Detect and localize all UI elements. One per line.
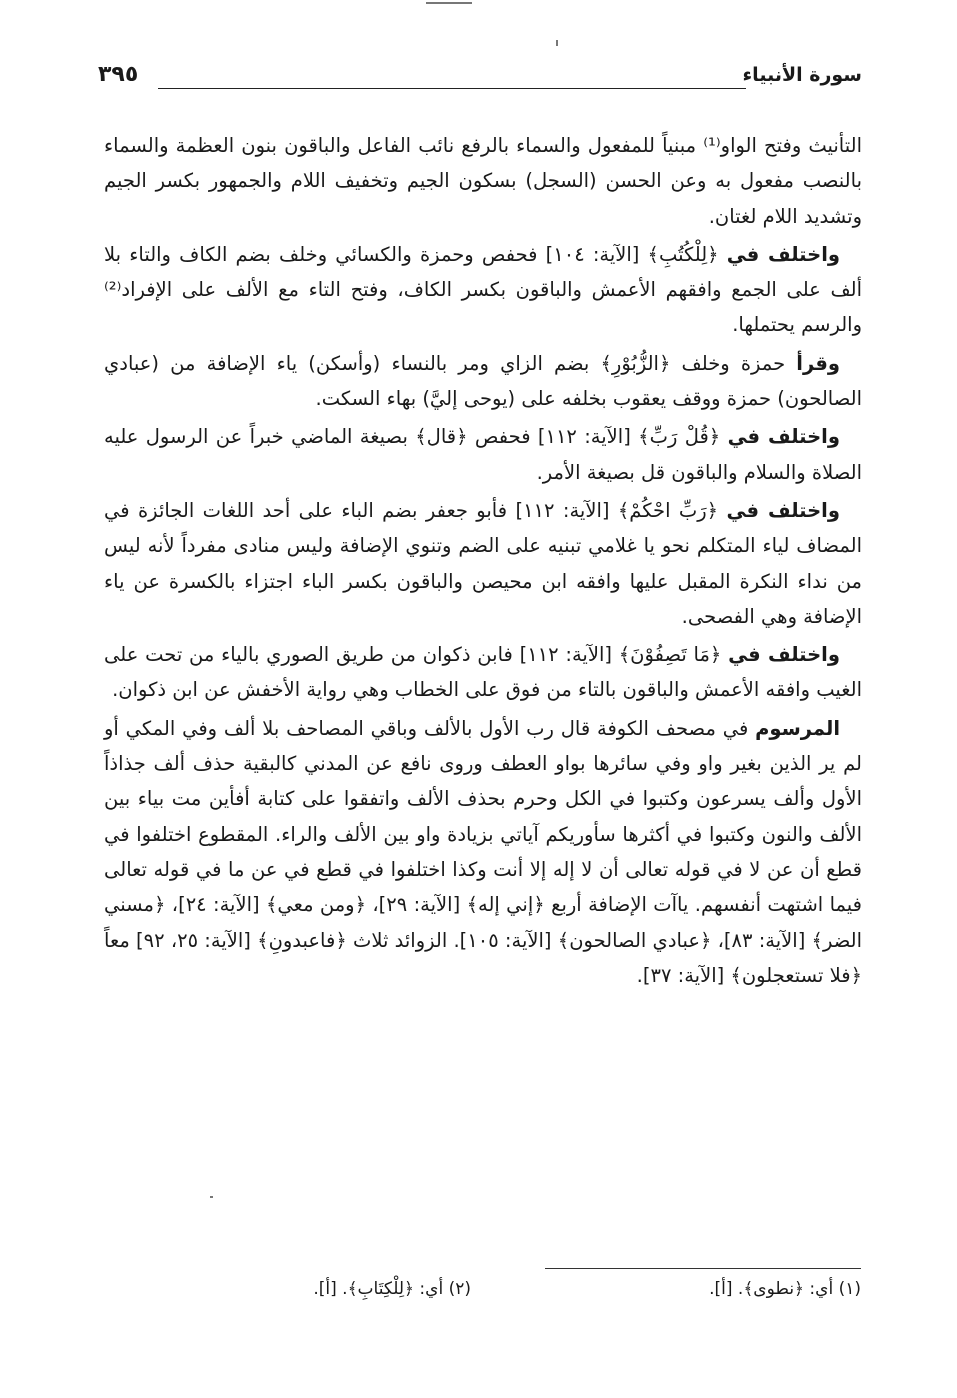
paragraph-lead: واختلف في (727, 425, 840, 449)
scan-mark (426, 2, 472, 4)
paragraph (104, 128, 862, 234)
header-rule (158, 88, 746, 89)
paragraph-text: ﴿رَبِّ احْكُمْ﴾ [الآية: ١١٢] فأبو جعفر بضم الباء على أحد اللغات الجائزة في المضاف لياء المتكلم نحو يا غلامي تبنيه على الضم وتنوي الإضافة وليس منادى مفرداً لأنه ليس من نداء النكرة المقبل عليها وافقه ابن محيصن والباقون بكسر الباء اجتزاء بالكسرة عن ياء الإضافة وهي الفصحى. (104, 498, 862, 628)
paragraph-text: ﴿لِلْكُتُبِ﴾ [الآية: ١٠٤] فحفص وحمزة والكسائي وخلف بضم الكاف والتاء بلا ألف على الجمع وافقهم الأعمش والباقون بكسر الكاف، وفتح التاء مع الألف على الإفراد⁽²⁾ والرسم يحتملها. (104, 242, 862, 337)
paragraph-lead: واختلف في (728, 643, 840, 667)
paragraph (104, 419, 862, 490)
surah-title: سورة الأنبياء (742, 64, 862, 86)
paragraph (104, 237, 862, 343)
paragraph-text: التأنيث وفتح الواو⁽¹⁾ مبنياً للمفعول والسماء بالرفع نائب الفاعل والباقون بنون العظمة والسماء بالنصب مفعول به وعن الحسن (السجل) بسكون الجيم وتخفيف اللام والجمهور بكسر الجيم وتشديد اللام لغتان. (104, 134, 862, 228)
paragraph-lead: واختلف في (726, 498, 840, 522)
paragraph (104, 637, 862, 708)
scan-mark (210, 1196, 213, 1198)
paragraph-lead: وقرأ (796, 351, 840, 375)
paragraph-text: في مصحف الكوفة قال رب الأول بالألف وباقي المصاحف بلا ألف وفي المكي أو لم ير الذين بغير واو وفي سائرها بواو العطف وروى نافع عن المدني كالبقية حذف ألف جذاذاً الأول وألف يسرعون وكتبوا في الكل وحرم بحذف الألف واتفقوا على كتابة أفأين مت بياء بين الألف والنون وكتبوا في أكثرها سأوريكم آياتي بزيادة واو بين الألف والراء. المقطوع اختلفوا في قطع أن عن لا في قوله تعالى أن لا إله إلا أنت وكذا اختلفوا في قطع في عن ما في قوله تعالى فيما اشتهت أنفسهم. ياآت الإضافة أربع ﴿إني إله﴾ [الآية: ٢٩]، ﴿ومن معي﴾ [الآية: ٢٤]، ﴿مسني الضر﴾ [الآية: ٨٣]، ﴿عبادي الصالحون﴾ [الآية: ١٠٥]. الزوائد ثلاث ﴿فاعبدونِ﴾ [الآية: ٢٥، ٩٢] معاً ﴿فلا تستعجلون﴾ [الآية: ٣٧]. (104, 716, 862, 987)
main-text (104, 128, 862, 996)
footnote-2: (٢) أي: ﴿لِلْكِتَابِ﴾. [أ]. (313, 1279, 471, 1299)
paragraph-lead: المرسوم (755, 716, 840, 740)
paragraph (104, 493, 862, 634)
paragraph-lead: واختلف في (726, 242, 840, 266)
footnote-1: (١) أي: ﴿نطوى﴾. [أ]. (709, 1279, 861, 1299)
paragraph-text: حمزة وخلف ﴿الزُّبُوْرِ﴾ بضم الزاي ومر بالنساء (وأسكن) ياء الإضافة من (عبادي الصالحون) حمزة ووقف يعقوب بخلفه على (يوحى إليَّ) بهاء السكت. (104, 351, 862, 411)
paragraph-text: ﴿قُلْ رَبِّ﴾ [الآية: ١١٢] فحفص ﴿قال﴾ بصيغة الماضي خبراً عن الرسول عليه الصلاة والسلام والباقون قل بصيغة الأمر. (104, 425, 862, 484)
page-header (98, 62, 862, 96)
footnotes (240, 1278, 861, 1308)
paragraph-text: ﴿مَا تَصِفُوْنَ﴾ [الآية: ١١٢] فابن ذكوان من طريق الصوري بالياء من تحت على الغيب وافقه الأعمش والباقون بالتاء من فوق على الخطاب وهي رواية الأخفش عن ابن ذكوان. (104, 643, 862, 702)
paragraph (104, 711, 862, 993)
footnotes-rule (545, 1268, 861, 1269)
scan-mark (556, 40, 558, 46)
page-number: ٣٩٥ (98, 62, 139, 87)
paragraph (104, 346, 862, 417)
